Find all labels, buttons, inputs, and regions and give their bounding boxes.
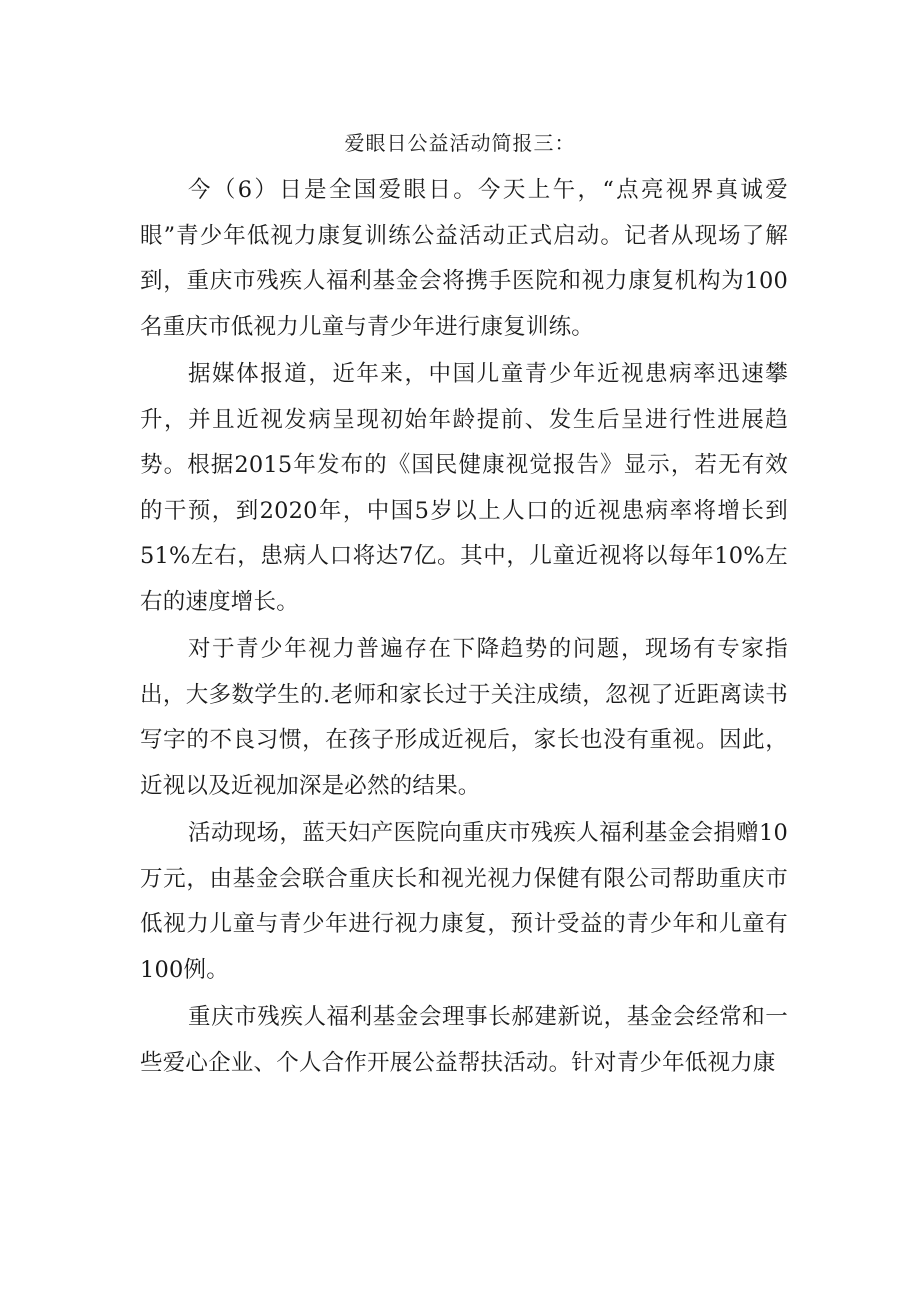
paragraph-donation: 活动现场，蓝天妇产医院向重庆市残疾人福利基金会捐赠10万元，由基金会联合重庆长和视光视力保健有限公司帮助重庆市低视力儿童与青少年进行视力康复，预计受益的青少年和儿童有100例。 [140, 820, 788, 983]
paragraph-expert-opinion: 对于青少年视力普遍存在下降趋势的问题，现场有专家指出，大多数学生的.老师和家长过于关注成绩，忽视了近距离读书写字的不良习惯，在孩子形成近视后，家长也没有重视。因此，近视以及近视加深是必然的结果。 [140, 636, 788, 799]
document-body [140, 168, 788, 1086]
paragraph-myopia-statistics: 据媒体报道，近年来，中国儿童青少年近视患病率迅速攀升，并且近视发病呈现初始年龄提前、发生后呈进行性进展趋势。根据2015年发布的《国民健康视觉报告》显示，若无有效的干预，到2020年，中国5岁以上人口的近视患病率将增长到51%左右，患病人口将达7亿。其中，儿童近视将以每年10%左右的速度增长。 [140, 361, 788, 615]
paragraph-eye-day-launch: 今（6）日是全国爱眼日。今天上午，“点亮视界真诚爱眼”青少年低视力康复训练公益活动正式启动。记者从现场了解到，重庆市残疾人福利基金会将携手医院和视力康复机构为100名重庆市低视力儿童与青少年进行康复训练。 [140, 177, 788, 340]
paragraph-foundation-chairman: 重庆市残疾人福利基金会理事长郝建新说，基金会经常和一些爱心企业、个人合作开展公益帮扶活动。针对青少年低视力康 [140, 1004, 788, 1076]
document-title: 爱眼日公益活动简报三： [344, 131, 576, 155]
